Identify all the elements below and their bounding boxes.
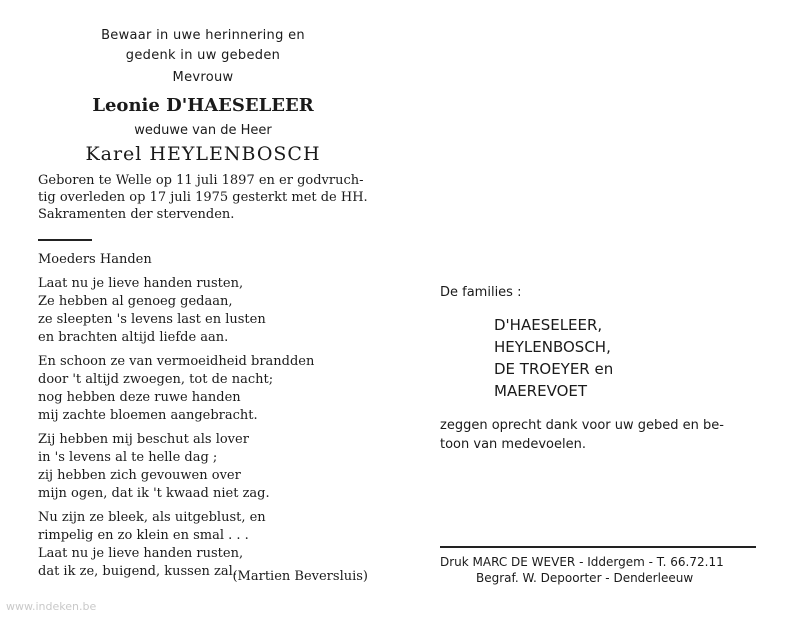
title-mevrouw: Mevrouw [172,70,234,85]
thanks-line: toon van medevoelen. [440,437,586,452]
divider [38,239,92,241]
poem-stanza [38,275,368,347]
site-watermark: www.indeken.be [6,600,97,613]
right-panel [440,282,760,454]
poem-line: mij zachte bloemen aangebracht. [38,407,258,423]
poem-line: nog hebben deze ruwe handen [38,389,241,405]
poem-line: in 's levens al te helle dag ; [38,449,218,465]
poem-line: mijn ogen, dat ik 't kwaad niet zag. [38,485,270,501]
birth-line: tig overleden op 17 juli 1975 gesterkt met de HH. [38,190,368,205]
poem-line: en brachten altijd liefde aan. [38,329,229,345]
family-name: MAEREVOET [494,382,588,400]
printer-credit: Druk MARC DE WEVER - Iddergem - T. 66.72.11 [440,554,724,569]
poem-line: Laat nu je lieve handen rusten, [38,545,244,561]
birth-line: Geboren te Welle op 11 juli 1897 en er godvruch- [38,173,364,188]
poem-line: Zij hebben mij beschut als lover [38,431,249,447]
deceased-name: Leonie D'HAESELEER [92,95,314,116]
poem-line: Nu zijn ze bleek, als uitgeblust, en [38,509,266,525]
husband-name: Karel HEYLENBOSCH [85,143,321,165]
poem-line: En schoon ze van vermoeidheid brandden [38,353,315,369]
families-title: De families : [440,285,522,300]
poem-stanza [38,431,368,503]
family-name: DE TROEYER en [494,360,614,378]
family-names [494,314,760,402]
poem-line: zij hebben zich gevouwen over [38,467,241,483]
poem-line: ze sleepten 's levens last en lusten [38,311,266,327]
poem-line: rimpelig en zo klein en smal . . . [38,527,249,543]
prayer-line: gedenk in uw gebeden [125,48,281,63]
left-panel [38,26,368,587]
thanks-line: zeggen oprecht dank voor uw gebed en be- [440,418,724,433]
poem-line: Ze hebben al genoeg gedaan, [38,293,233,309]
print-footer [440,546,760,586]
header-block [38,26,368,166]
thanks-text [440,416,760,454]
footer-divider [440,546,756,548]
remember-line: Bewaar in uwe herinnering en [101,28,305,43]
birth-line: Sakramenten der stervenden. [38,207,235,222]
poem-line: dat ik ze, buigend, kussen zal. [38,563,237,579]
poem-line: Laat nu je lieve handen rusten, [38,275,244,291]
family-name: D'HAESELEER, [494,316,603,334]
poem-line: door 't altijd zwoegen, tot de nacht; [38,371,274,387]
poem-author: (Martien Beversluis) [232,569,368,584]
widow-of-line: weduwe van de Heer [134,123,272,138]
poem [38,251,368,581]
undertaker-credit: Begraf. W. Depoorter - Denderleeuw [476,570,694,585]
poem-stanza [38,353,368,425]
poem-title: Moeders Handen [38,251,152,267]
birth-death-text [38,172,368,223]
family-name: HEYLENBOSCH, [494,338,611,356]
